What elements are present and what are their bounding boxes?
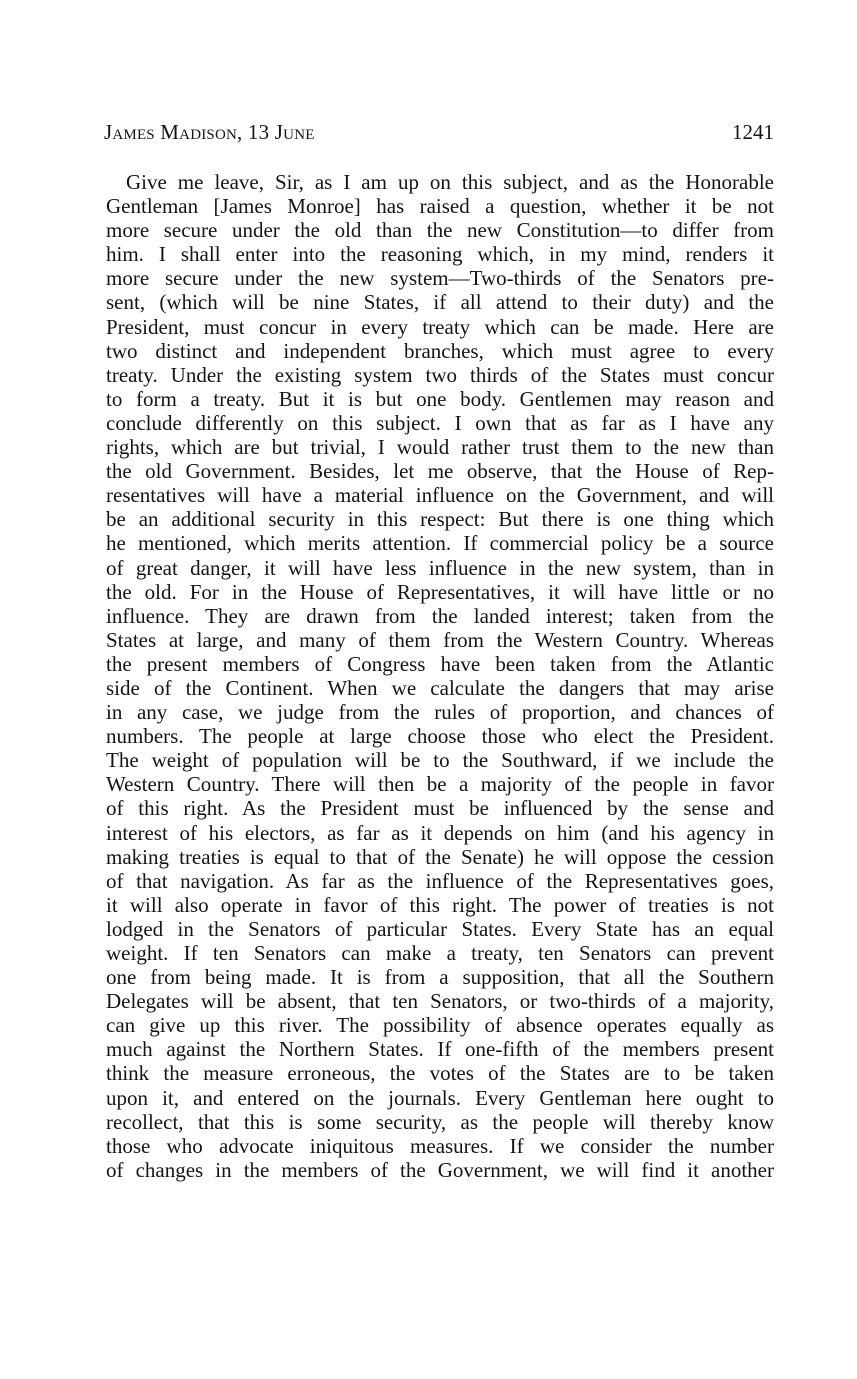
- page-number: 1241: [732, 120, 774, 144]
- paragraph-line: interest of his electors, as far as it depends on him (and his agency in: [106, 820, 774, 845]
- paragraph-line: side of the Continent. When we calculate the dangers that may arise: [106, 675, 774, 700]
- paragraph-line: rights, which are but trivial, I would rather trust them to the new than: [106, 435, 774, 460]
- paragraph-line: Give me leave, Sir, as I am up on this subject, and as the Honorable: [126, 170, 774, 194]
- paragraph-line: of great danger, it will have less influence in the new system, than in: [106, 555, 774, 580]
- paragraph-line: numbers. The people at large choose those who elect the President.: [106, 724, 774, 749]
- paragraph-line: to form a treaty. But it is but one body. Gentlemen may reason and: [106, 386, 774, 411]
- paragraph-line: those who advocate iniquitous measures. If we consider the number: [106, 1133, 774, 1158]
- paragraph-line: more secure under the old than the new Constitution—to differ from: [106, 218, 774, 243]
- paragraph-line: one from being made. It is from a supposition, that all the Southern: [106, 965, 774, 990]
- paragraph-line: The weight of population will be to the Southward, if we include the: [106, 748, 774, 773]
- paragraph-line: resentatives will have a material influence on the Government, and will: [106, 483, 774, 508]
- paragraph-line: States at large, and many of them from the Western Country. Whereas: [106, 627, 774, 652]
- running-head: James Madison, 13 June: [104, 120, 315, 144]
- paragraph-line: much against the Northern States. If one-fifth of the members present: [106, 1037, 774, 1062]
- paragraph-line: President, must concur in every treaty which can be made. Here are: [106, 314, 774, 339]
- paragraph-line: of that navigation. As far as the influence of the Representatives goes,: [106, 868, 774, 893]
- paragraph-line: making treaties is equal to that of the Senate) he will oppose the cession: [106, 844, 774, 869]
- paragraph-line: conclude differently on this subject. I own that as far as I have any: [106, 410, 774, 435]
- paragraph-line: sent, (which will be nine States, if all attend to their duty) and the: [106, 290, 774, 315]
- paragraph-line: in any case, we judge from the rules of proportion, and chances of: [106, 700, 774, 725]
- paragraph-line: it will also operate in favor of this right. The power of treaties is not: [106, 892, 774, 917]
- paragraph-line: Delegates will be absent, that ten Senators, or two-thirds of a majority,: [106, 989, 774, 1014]
- body-text: [106, 170, 774, 1182]
- paragraph-line: of changes in the members of the Government, we will find it another: [106, 1157, 774, 1182]
- paragraph-line: treaty. Under the existing system two thirds of the States must concur: [106, 362, 774, 387]
- paragraph-line: be an additional security in this respect: But there is one thing which: [106, 507, 774, 532]
- paragraph-line: Gentleman [James Monroe] has raised a question, whether it be not: [106, 194, 774, 219]
- paragraph-line: two distinct and independent branches, which must agree to every: [106, 338, 774, 363]
- paragraph-line: Western Country. There will then be a majority of the people in favor: [106, 772, 774, 797]
- paragraph-line: recollect, that this is some security, as the people will thereby know: [106, 1109, 774, 1134]
- paragraph-line: lodged in the Senators of particular States. Every State has an equal: [106, 916, 774, 941]
- paragraph-line: he mentioned, which merits attention. If commercial policy be a source: [106, 531, 774, 556]
- page-header: [104, 120, 774, 150]
- paragraph-line: him. I shall enter into the reasoning which, in my mind, renders it: [106, 242, 774, 267]
- paragraph-line: the present members of Congress have been taken from the Atlantic: [106, 651, 774, 676]
- paragraph-line: more secure under the new system—Two-thirds of the Senators pre-: [106, 266, 774, 291]
- paragraph-line: think the measure erroneous, the votes of the States are to be taken: [106, 1061, 774, 1086]
- paragraph-line: upon it, and entered on the journals. Every Gentleman here ought to: [106, 1085, 774, 1110]
- paragraph-line: the old. For in the House of Representatives, it will have little or no: [106, 579, 774, 604]
- paragraph-line: the old Government. Besides, let me observe, that the House of Rep-: [106, 459, 774, 484]
- paragraph-line: of this right. As the President must be influenced by the sense and: [106, 796, 774, 821]
- paragraph-line: can give up this river. The possibility of absence operates equally as: [106, 1013, 774, 1038]
- paragraph-line: influence. They are drawn from the landed interest; taken from the: [106, 603, 774, 628]
- paragraph-line: weight. If ten Senators can make a treaty, ten Senators can prevent: [106, 941, 774, 965]
